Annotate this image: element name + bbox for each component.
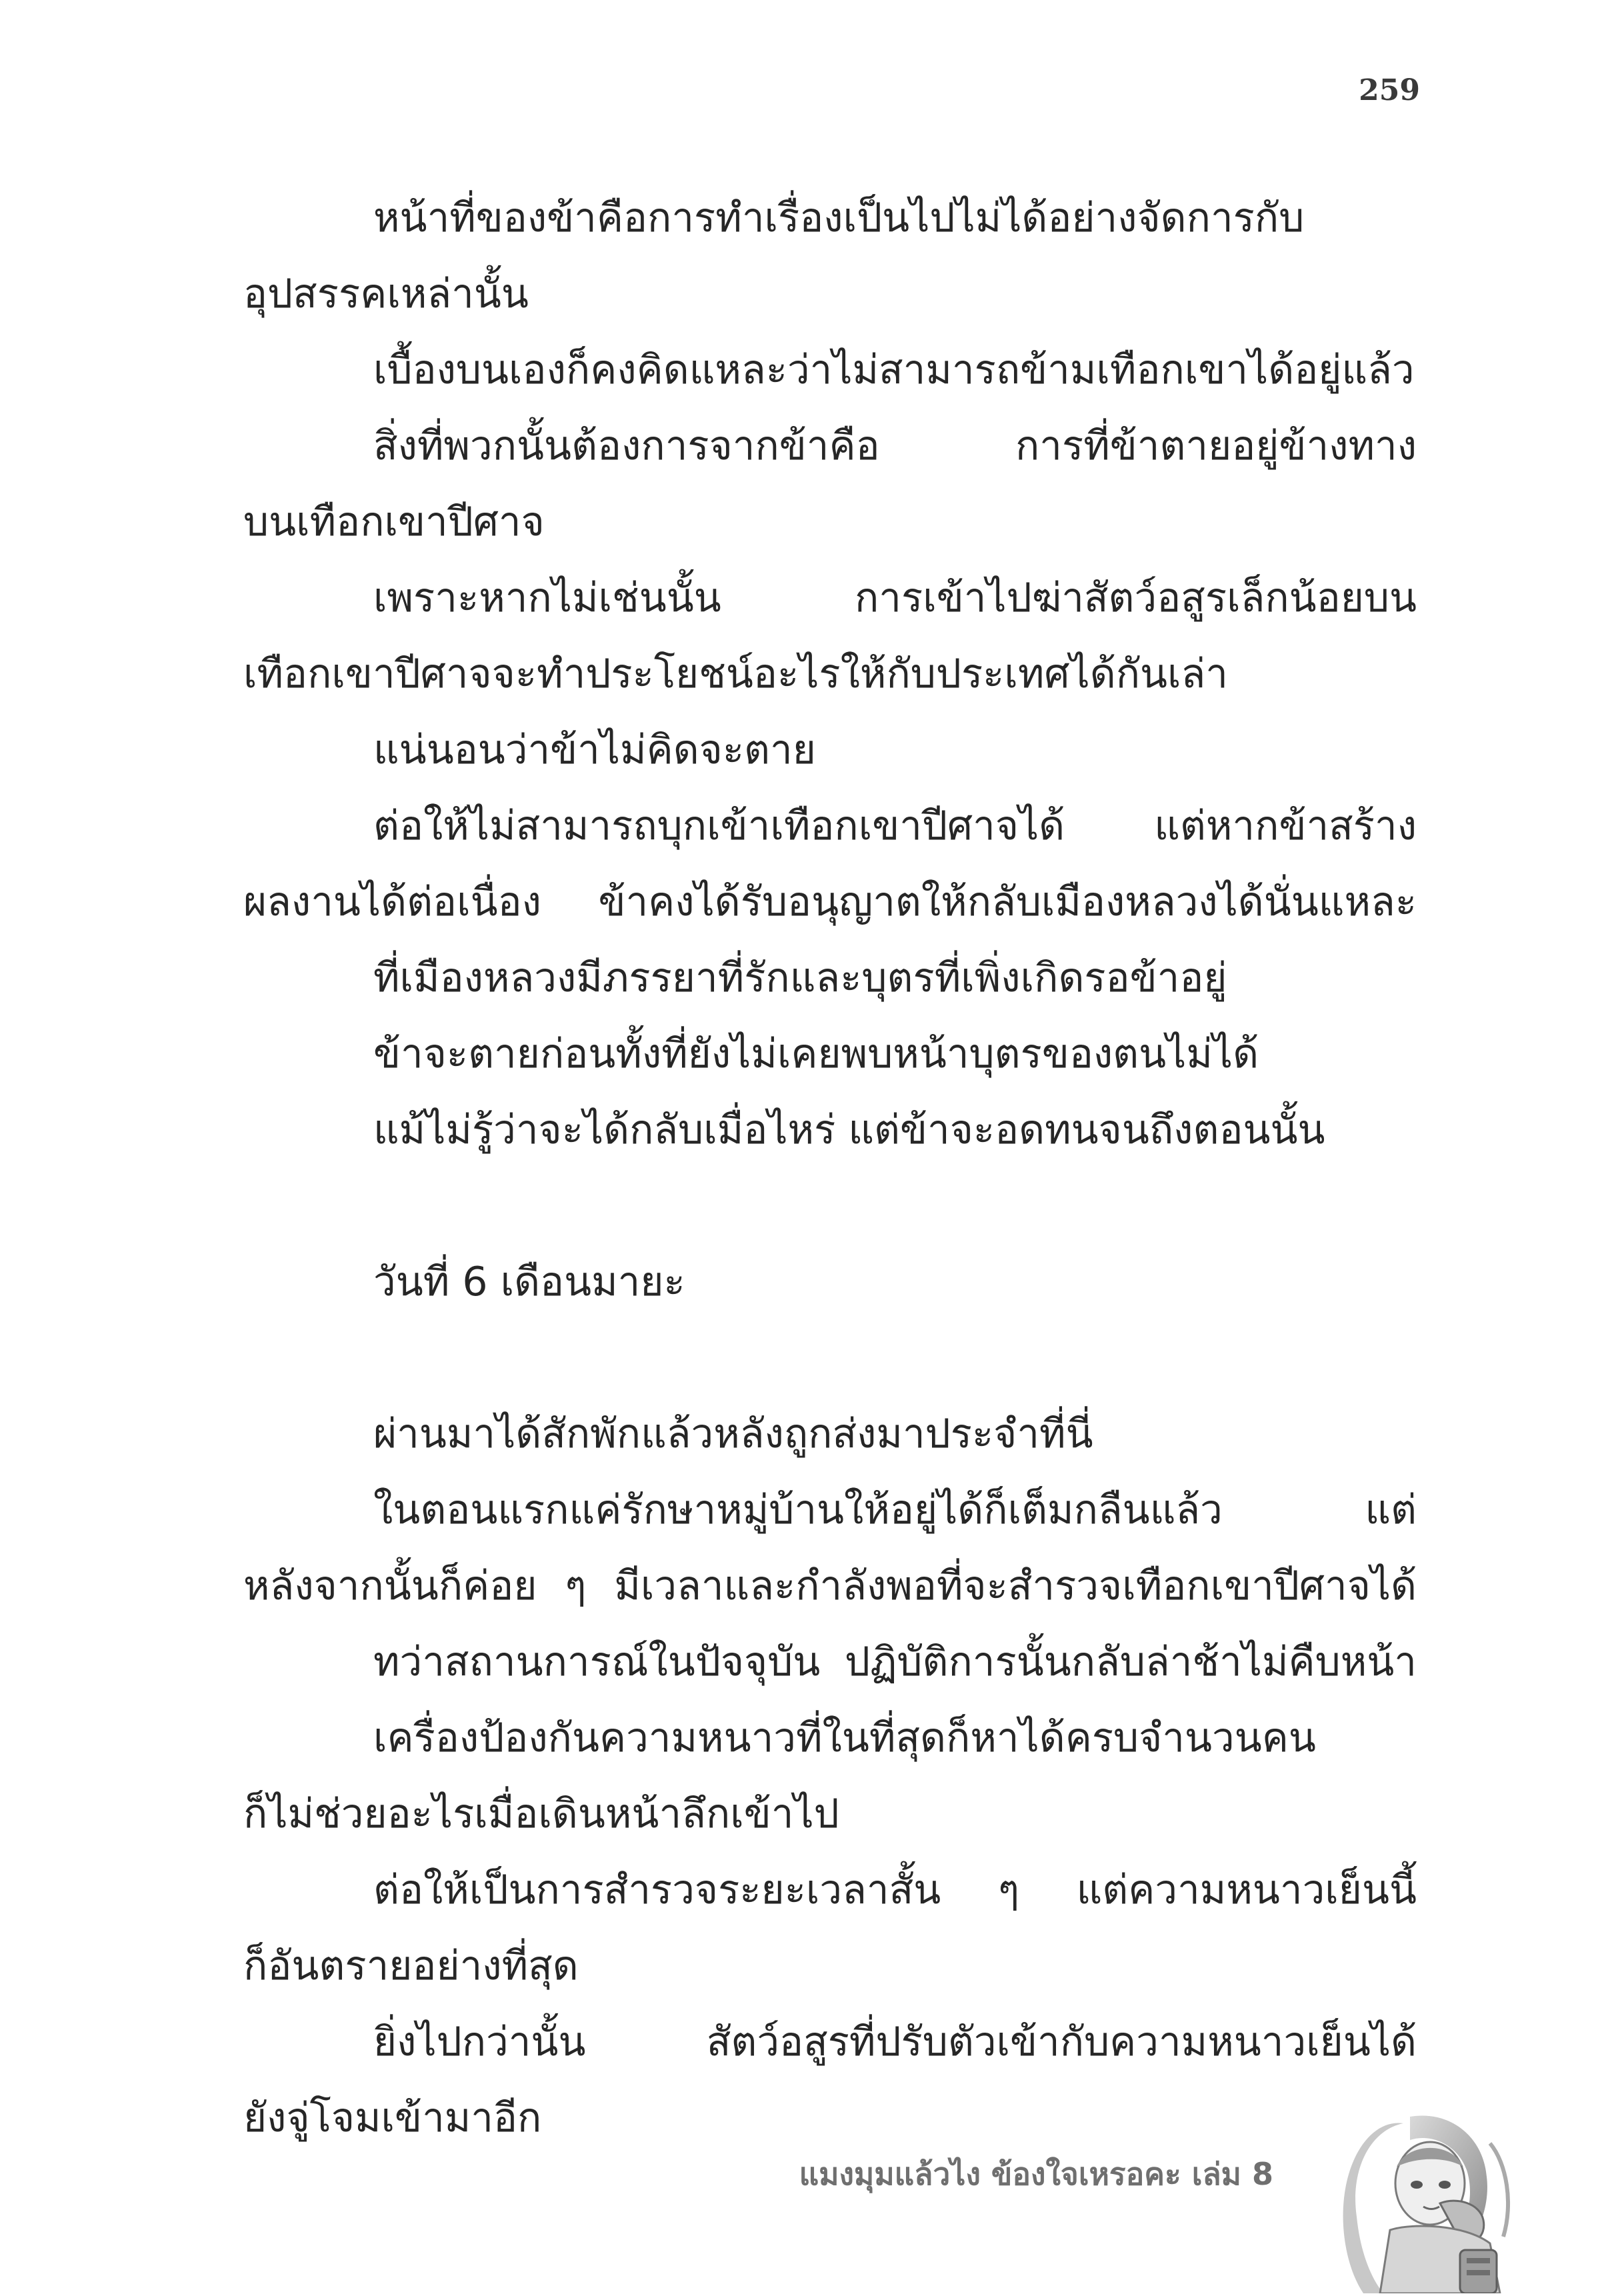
body-text bbox=[243, 180, 1417, 2156]
text-line: หน้าที่ของข้าคือการทำเรื่องเป็นไปไม่ได้อย่างจัดการกับ bbox=[373, 195, 1305, 241]
text-line: ต่อให้เป็นการสำรวจระยะเวลาสั้น ๆ แต่ความหนาวเย็นนี้ bbox=[373, 1867, 1417, 1913]
text-line: บนเทือกเขาปีศาจ bbox=[243, 499, 545, 545]
text-line: ผลงานได้ต่อเนื่อง ข้าคงได้รับอนุญาตให้กลับเมืองหลวงได้นั่นแหละ bbox=[243, 879, 1417, 925]
blank-line bbox=[243, 1320, 1417, 1396]
text-line: ก็อันตรายอย่างที่สุด bbox=[243, 1943, 579, 1989]
text-line: ที่เมืองหลวงมีภรรยาที่รักและบุตรที่เพิ่งเกิดรอข้าอยู่ bbox=[373, 955, 1227, 1001]
text-line: เบื้องบนเองก็คงคิดแหละว่าไม่สามารถข้ามเทือกเขาได้อยู่แล้ว bbox=[373, 347, 1415, 393]
page-number: 259 bbox=[1359, 73, 1420, 107]
character-illustration-icon bbox=[1323, 2103, 1523, 2293]
text-line: อุปสรรคเหล่านั้น bbox=[243, 271, 529, 317]
text-line: เทือกเขาปีศาจจะทำประโยชน์อะไรให้กับประเทศได้กันเล่า bbox=[243, 651, 1229, 697]
text-line: แน่นอนว่าข้าไม่คิดจะตาย bbox=[373, 727, 816, 773]
blank-line bbox=[243, 1168, 1417, 1244]
text-line: เครื่องป้องกันความหนาวที่ในที่สุดก็หาได้ครบจำนวนคน bbox=[373, 1715, 1316, 1761]
text-line: ก็ไม่ช่วยอะไรเมื่อเดินหน้าลึกเข้าไป bbox=[243, 1791, 839, 1837]
text-line: ทว่าสถานการณ์ในปัจจุบัน ปฏิบัติการนั้นกลับล่าช้าไม่คืบหน้า bbox=[373, 1639, 1417, 1685]
text-line: ผ่านมาได้สักพักแล้วหลังถูกส่งมาประจำที่นี่ bbox=[373, 1411, 1093, 1457]
text-line: ข้าจะตายก่อนทั้งที่ยังไม่เคยพบหน้าบุตรของตนไม่ได้ bbox=[373, 1031, 1259, 1077]
text-line: หลังจากนั้นก็ค่อย ๆ มีเวลาและกำลังพอที่จะสำรวจเทือกเขาปีศาจได้ bbox=[243, 1563, 1417, 1609]
text-line: ในตอนแรกแค่รักษาหมู่บ้านให้อยู่ได้ก็เต็มกลืนแล้ว แต่ bbox=[373, 1487, 1417, 1533]
text-line: ต่อให้ไม่สามารถบุกเข้าเทือกเขาปีศาจได้ แต่หากข้าสร้าง bbox=[373, 803, 1417, 849]
text-line: ยังจู่โจมเข้ามาอีก bbox=[243, 2095, 542, 2141]
text-line: เพราะหากไม่เช่นนั้น การเข้าไปฆ่าสัตว์อสูรเล็กน้อยบน bbox=[373, 575, 1417, 621]
text-line: แม้ไม่รู้ว่าจะได้กลับเมื่อไหร่ แต่ข้าจะอดทนจนถึงตอนนั้น bbox=[373, 1107, 1325, 1153]
text-line: วันที่ 6 เดือนมายะ bbox=[373, 1259, 685, 1305]
text-line: ยิ่งไปกว่านั้น สัตว์อสูรที่ปรับตัวเข้ากับความหนาวเย็นได้ bbox=[373, 2019, 1417, 2065]
text-line: สิ่งที่พวกนั้นต้องการจากข้าคือ การที่ข้าตายอยู่ข้างทาง bbox=[373, 423, 1417, 469]
footer-book-title: แมงมุมแล้วไง ข้องใจเหรอคะ เล่ม 8 bbox=[799, 2156, 1273, 2192]
